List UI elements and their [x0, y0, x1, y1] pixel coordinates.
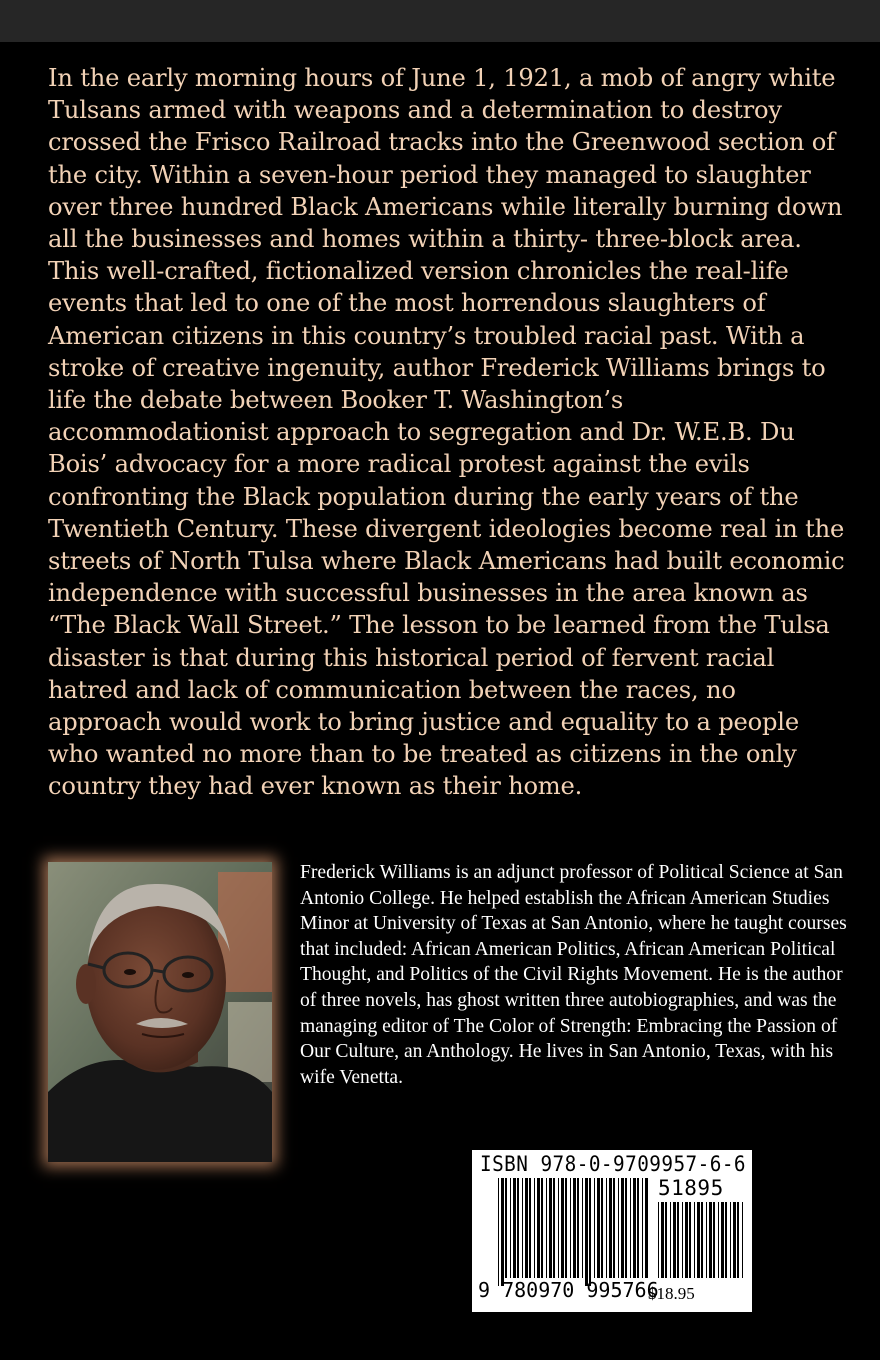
barcode-bar [577, 1178, 579, 1278]
barcode-bar [561, 1178, 564, 1278]
barcode-bar [613, 1178, 615, 1278]
barcode-bar [522, 1178, 523, 1278]
barcode-bar [661, 1202, 664, 1278]
barcode-bar [725, 1202, 727, 1278]
barcode-bar [673, 1202, 676, 1278]
barcode-bar [505, 1178, 507, 1278]
author-photo [48, 862, 272, 1162]
barcode-bar [618, 1178, 619, 1278]
price-code: 51895 [658, 1176, 724, 1200]
barcode-bar [594, 1178, 595, 1278]
barcode-bar [713, 1202, 715, 1278]
blurb-paragraph: In the early morning hours of June 1, 1921, a mob of angry white Tulsans armed with weapons and a determination to destroy crossed the Frisco Railroad tracks into the Greenwood section of the city. Within a seven-hour period they managed to slaughter over three hundred Black Americans while literally burning down all the businesses and homes within a thirty- three-block area. This well-crafted, fictionalized version chronicles the real-life events that led to one of the most horrendous slaughters of American citizens in this country’s troubled racial past. With a stroke of creative ingenuity, author Frederick Williams brings to life the debate between Booker T. Washington’s accommodationist approach to segregation and Dr. W.E.B. Du Bois’ advocacy for a more radical protest against the evils confronting the Black population during the early years of the Twentieth Century. These divergent ideologies become real in the streets of North Tulsa where Black Americans had built economic independence with successful businesses in the area known as “The Black Wall Street.” The lesson to be learned from the Tulsa disaster is that during this historical period of fervent racial hatred and lack of communication between the races, no approach would work to bring justice and equality to a people who wanted no more than to be treated as citizens in the only country they had ever known as their home. [48, 64, 845, 801]
barcode-bar [609, 1178, 612, 1278]
barcode-bar [534, 1178, 535, 1278]
barcode-bar [730, 1202, 731, 1278]
author-portrait-icon [48, 862, 272, 1162]
barcode-bar [625, 1178, 627, 1278]
barcode-bar [642, 1178, 643, 1278]
barcode-bar [549, 1178, 552, 1278]
barcode-bar [737, 1202, 739, 1278]
barcode-bar [606, 1178, 607, 1278]
barcode-bar [742, 1202, 743, 1278]
author-bio-text: Frederick Williams is an adjunct professor of Political Science at San Antonio College. He helped establish the African American Studies Minor at University of Texas at San Antonio, where he taught courses that included: African American Politics, African American Political Thought, and Politics of the Civil Rights Movement. He is the author of three novels, has ghost written three autobiographies, and was the managing editor of The Color of Strength: Embracing the Passion of Our Culture, an Anthology. He lives in San Antonio, Texas, with his wife Venetta. [300, 862, 847, 1088]
price-addon-bars [658, 1202, 743, 1278]
barcode-bar [513, 1178, 516, 1278]
barcode-bar [510, 1178, 511, 1278]
barcode-bar [733, 1202, 736, 1278]
barcode-bar [541, 1178, 543, 1278]
barcode-bar [621, 1178, 624, 1278]
barcode-bar [633, 1178, 636, 1278]
isbn-label: ISBN 978-0-9709957-6-6 [480, 1152, 747, 1176]
barcode-bar [570, 1178, 571, 1278]
barcode-bar [685, 1202, 688, 1278]
barcode-bar [546, 1178, 547, 1278]
ean-digits: 9 780970 995766 [478, 1278, 659, 1302]
barcode-bar [529, 1178, 531, 1278]
barcode-bar [694, 1202, 695, 1278]
back-cover-blurb [48, 62, 848, 803]
isbn-barcode-block [472, 1150, 752, 1312]
barcode-bar [706, 1202, 707, 1278]
barcode-bar [645, 1178, 648, 1278]
barcode-bar [630, 1178, 631, 1278]
barcode-bar [658, 1202, 659, 1278]
barcode-bar [682, 1202, 683, 1278]
top-dark-strip [0, 0, 880, 42]
barcode-bar [517, 1178, 519, 1278]
barcode-bar [709, 1202, 712, 1278]
barcode-bar [701, 1202, 703, 1278]
barcode-bar [637, 1178, 639, 1278]
barcode-bar [665, 1202, 667, 1278]
barcode-bar [697, 1202, 700, 1278]
barcode-bar [670, 1202, 671, 1278]
barcode-bar [498, 1178, 499, 1286]
barcode-bar [525, 1178, 528, 1278]
barcode-bar [721, 1202, 724, 1278]
barcode-bar [585, 1178, 588, 1286]
author-bio [300, 860, 860, 1090]
barcode-bar [553, 1178, 555, 1278]
price: $18.95 [648, 1284, 695, 1303]
barcode-bar [597, 1178, 600, 1278]
barcode-bar [573, 1178, 576, 1278]
barcode-bar [537, 1178, 540, 1278]
ean-barcode-bars [498, 1178, 648, 1286]
barcode-bar [582, 1178, 583, 1278]
barcode-bar [501, 1178, 504, 1286]
barcode-bar [589, 1178, 591, 1286]
barcode-bar [558, 1178, 559, 1278]
barcode-bar [565, 1178, 567, 1278]
barcode-bar [718, 1202, 719, 1278]
barcode-bar [689, 1202, 691, 1278]
barcode-bar [601, 1178, 603, 1278]
barcode-bar [677, 1202, 679, 1278]
